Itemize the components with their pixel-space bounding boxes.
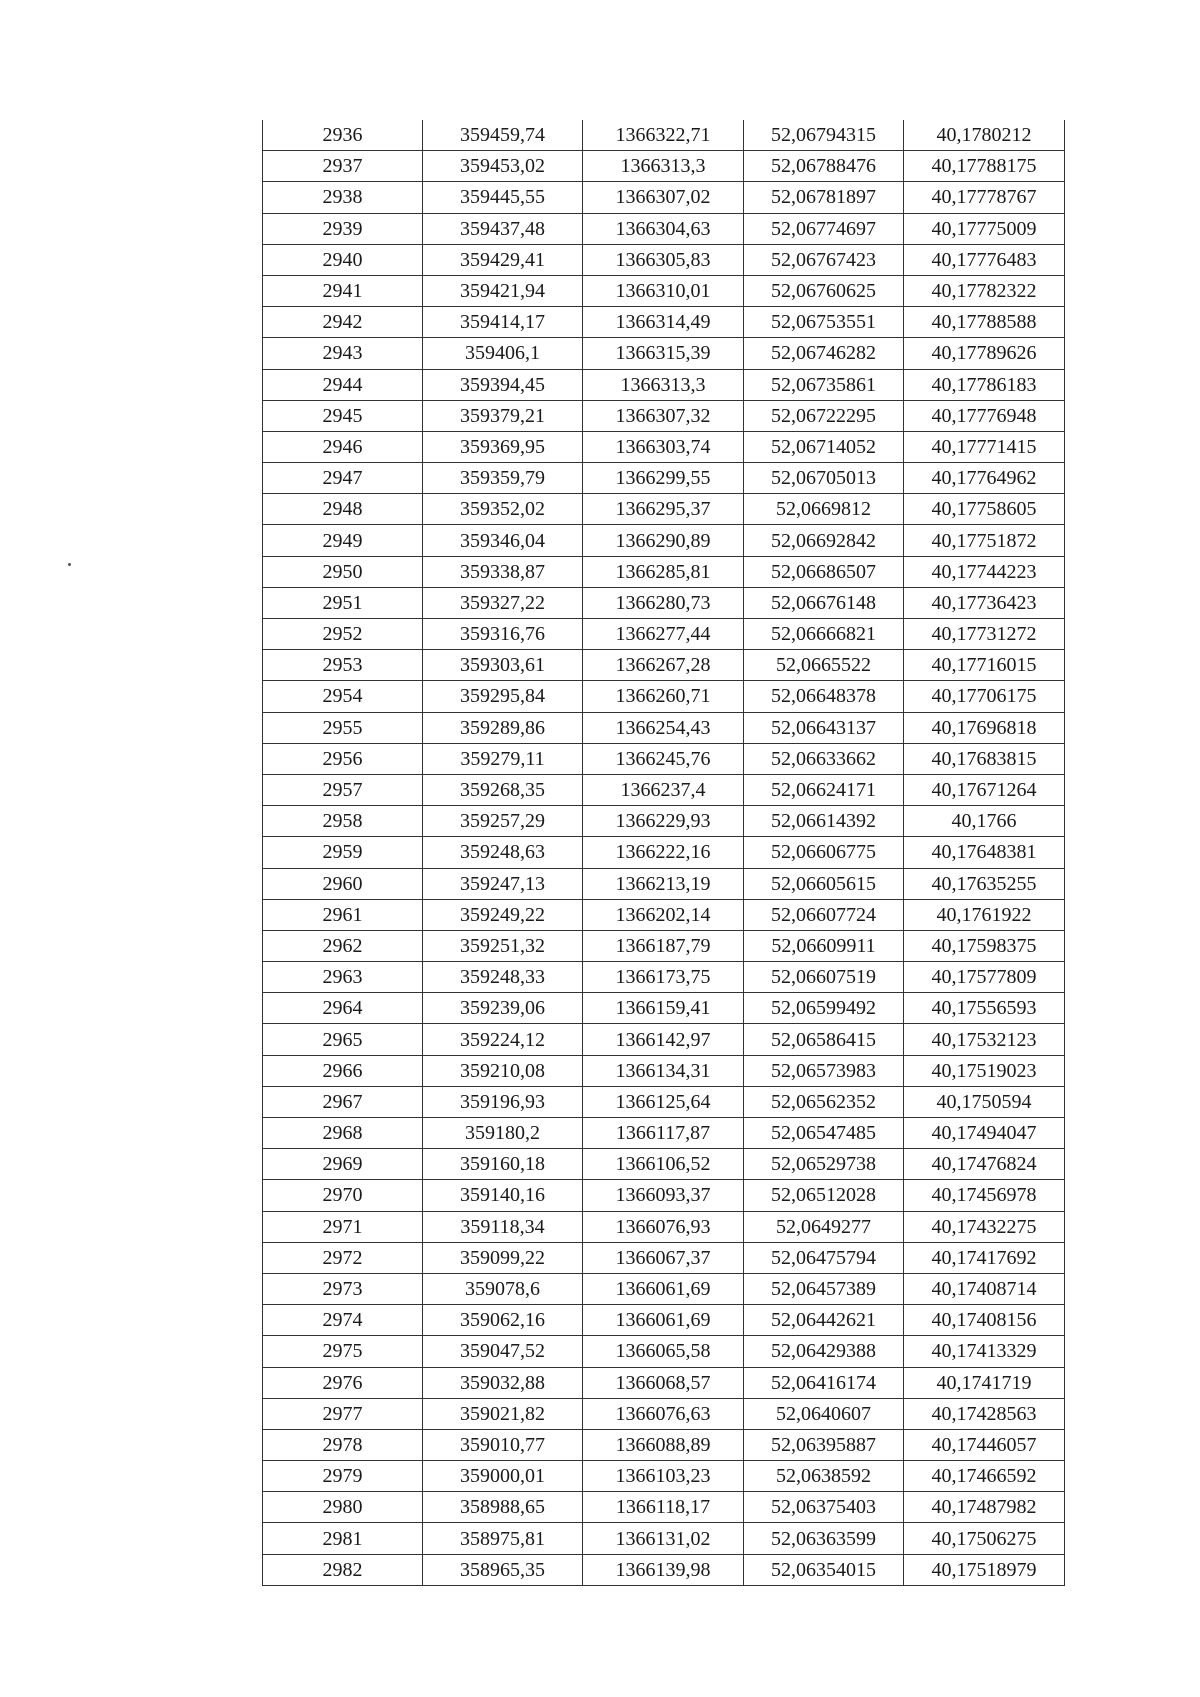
latitude-cell: 52,06686507 xyxy=(744,556,904,587)
y-coordinate-cell: 1366307,32 xyxy=(583,400,744,431)
latitude-cell: 52,06562352 xyxy=(744,1086,904,1117)
table-row xyxy=(263,400,1065,431)
x-coordinate-cell: 359099,22 xyxy=(423,1242,583,1273)
table-row xyxy=(263,993,1065,1024)
y-coordinate-cell: 1366131,02 xyxy=(583,1523,744,1554)
latitude-cell: 52,06781897 xyxy=(744,182,904,213)
y-coordinate-cell: 1366313,3 xyxy=(583,369,744,400)
latitude-cell: 52,06586415 xyxy=(744,1024,904,1055)
x-coordinate-cell: 359257,29 xyxy=(423,806,583,837)
latitude-cell: 52,06692842 xyxy=(744,525,904,556)
latitude-cell: 52,06395887 xyxy=(744,1429,904,1460)
point-number-cell: 2973 xyxy=(263,1273,423,1304)
table-row xyxy=(263,1118,1065,1149)
point-number-cell: 2972 xyxy=(263,1242,423,1273)
latitude-cell: 52,06529738 xyxy=(744,1149,904,1180)
longitude-cell: 40,17408714 xyxy=(904,1273,1065,1304)
longitude-cell: 40,17778767 xyxy=(904,182,1065,213)
y-coordinate-cell: 1366313,3 xyxy=(583,151,744,182)
point-number-cell: 2966 xyxy=(263,1055,423,1086)
point-number-cell: 2959 xyxy=(263,837,423,868)
x-coordinate-cell: 359239,06 xyxy=(423,993,583,1024)
x-coordinate-cell: 359279,11 xyxy=(423,743,583,774)
x-coordinate-cell: 359437,48 xyxy=(423,213,583,244)
y-coordinate-cell: 1366290,89 xyxy=(583,525,744,556)
table-row xyxy=(263,1336,1065,1367)
latitude-cell: 52,06475794 xyxy=(744,1242,904,1273)
y-coordinate-cell: 1366310,01 xyxy=(583,275,744,306)
point-number-cell: 2970 xyxy=(263,1180,423,1211)
x-coordinate-cell: 359247,13 xyxy=(423,868,583,899)
longitude-cell: 40,17758605 xyxy=(904,494,1065,525)
table-row xyxy=(263,182,1065,213)
x-coordinate-cell: 359248,33 xyxy=(423,962,583,993)
x-coordinate-cell: 359429,41 xyxy=(423,244,583,275)
longitude-cell: 40,17788588 xyxy=(904,307,1065,338)
y-coordinate-cell: 1366088,89 xyxy=(583,1429,744,1460)
latitude-cell: 52,06624171 xyxy=(744,774,904,805)
x-coordinate-cell: 359352,02 xyxy=(423,494,583,525)
y-coordinate-cell: 1366314,49 xyxy=(583,307,744,338)
x-coordinate-cell: 359160,18 xyxy=(423,1149,583,1180)
longitude-cell: 40,17487982 xyxy=(904,1492,1065,1523)
point-number-cell: 2961 xyxy=(263,899,423,930)
y-coordinate-cell: 1366213,19 xyxy=(583,868,744,899)
x-coordinate-cell: 359248,63 xyxy=(423,837,583,868)
x-coordinate-cell: 359453,02 xyxy=(423,151,583,182)
y-coordinate-cell: 1366237,4 xyxy=(583,774,744,805)
x-coordinate-cell: 359118,34 xyxy=(423,1211,583,1242)
latitude-cell: 52,06643137 xyxy=(744,712,904,743)
latitude-cell: 52,0669812 xyxy=(744,494,904,525)
table-row xyxy=(263,1305,1065,1336)
latitude-cell: 52,06666821 xyxy=(744,619,904,650)
x-coordinate-cell: 359196,93 xyxy=(423,1086,583,1117)
y-coordinate-cell: 1366118,17 xyxy=(583,1492,744,1523)
latitude-cell: 52,06774697 xyxy=(744,213,904,244)
y-coordinate-cell: 1366303,74 xyxy=(583,431,744,462)
longitude-cell: 40,17789626 xyxy=(904,338,1065,369)
point-number-cell: 2971 xyxy=(263,1211,423,1242)
table-row xyxy=(263,930,1065,961)
point-number-cell: 2955 xyxy=(263,712,423,743)
table-row xyxy=(263,1461,1065,1492)
longitude-cell: 40,17716015 xyxy=(904,650,1065,681)
point-number-cell: 2982 xyxy=(263,1554,423,1585)
y-coordinate-cell: 1366322,71 xyxy=(583,120,744,151)
x-coordinate-cell: 359180,2 xyxy=(423,1118,583,1149)
point-number-cell: 2956 xyxy=(263,743,423,774)
point-number-cell: 2939 xyxy=(263,213,423,244)
y-coordinate-cell: 1366142,97 xyxy=(583,1024,744,1055)
y-coordinate-cell: 1366305,83 xyxy=(583,244,744,275)
latitude-cell: 52,06457389 xyxy=(744,1273,904,1304)
table-row xyxy=(263,1523,1065,1554)
longitude-cell: 40,17466592 xyxy=(904,1461,1065,1492)
longitude-cell: 40,17788175 xyxy=(904,151,1065,182)
x-coordinate-cell: 359414,17 xyxy=(423,307,583,338)
point-number-cell: 2964 xyxy=(263,993,423,1024)
point-number-cell: 2951 xyxy=(263,587,423,618)
point-number-cell: 2954 xyxy=(263,681,423,712)
point-number-cell: 2963 xyxy=(263,962,423,993)
point-number-cell: 2960 xyxy=(263,868,423,899)
table-row xyxy=(263,837,1065,868)
point-number-cell: 2967 xyxy=(263,1086,423,1117)
point-number-cell: 2950 xyxy=(263,556,423,587)
longitude-cell: 40,17776948 xyxy=(904,400,1065,431)
point-number-cell: 2941 xyxy=(263,275,423,306)
x-coordinate-cell: 359251,32 xyxy=(423,930,583,961)
table-row xyxy=(263,1554,1065,1585)
table-row xyxy=(263,1429,1065,1460)
longitude-cell: 40,17776483 xyxy=(904,244,1065,275)
y-coordinate-cell: 1366065,58 xyxy=(583,1336,744,1367)
y-coordinate-cell: 1366295,37 xyxy=(583,494,744,525)
x-coordinate-cell: 358965,35 xyxy=(423,1554,583,1585)
latitude-cell: 52,06442621 xyxy=(744,1305,904,1336)
table-row xyxy=(263,338,1065,369)
x-coordinate-cell: 359210,08 xyxy=(423,1055,583,1086)
latitude-cell: 52,06753551 xyxy=(744,307,904,338)
longitude-cell: 40,17518979 xyxy=(904,1554,1065,1585)
x-coordinate-cell: 359394,45 xyxy=(423,369,583,400)
point-number-cell: 2948 xyxy=(263,494,423,525)
y-coordinate-cell: 1366285,81 xyxy=(583,556,744,587)
x-coordinate-cell: 359000,01 xyxy=(423,1461,583,1492)
longitude-cell: 40,1766 xyxy=(904,806,1065,837)
y-coordinate-cell: 1366260,71 xyxy=(583,681,744,712)
table-row xyxy=(263,962,1065,993)
x-coordinate-cell: 359295,84 xyxy=(423,681,583,712)
table-row xyxy=(263,431,1065,462)
table-row xyxy=(263,463,1065,494)
table-row xyxy=(263,1367,1065,1398)
y-coordinate-cell: 1366173,75 xyxy=(583,962,744,993)
latitude-cell: 52,06648378 xyxy=(744,681,904,712)
point-number-cell: 2949 xyxy=(263,525,423,556)
y-coordinate-cell: 1366067,37 xyxy=(583,1242,744,1273)
y-coordinate-cell: 1366299,55 xyxy=(583,463,744,494)
point-number-cell: 2980 xyxy=(263,1492,423,1523)
x-coordinate-cell: 359421,94 xyxy=(423,275,583,306)
point-number-cell: 2942 xyxy=(263,307,423,338)
y-coordinate-cell: 1366117,87 xyxy=(583,1118,744,1149)
point-number-cell: 2945 xyxy=(263,400,423,431)
latitude-cell: 52,06609911 xyxy=(744,930,904,961)
table-row xyxy=(263,774,1065,805)
longitude-cell: 40,17671264 xyxy=(904,774,1065,805)
y-coordinate-cell: 1366076,63 xyxy=(583,1398,744,1429)
x-coordinate-cell: 359032,88 xyxy=(423,1367,583,1398)
table-row xyxy=(263,899,1065,930)
latitude-cell: 52,06614392 xyxy=(744,806,904,837)
latitude-cell: 52,06605615 xyxy=(744,868,904,899)
table-row xyxy=(263,494,1065,525)
longitude-cell: 40,17782322 xyxy=(904,275,1065,306)
longitude-cell: 40,17696818 xyxy=(904,712,1065,743)
latitude-cell: 52,06354015 xyxy=(744,1554,904,1585)
x-coordinate-cell: 359140,16 xyxy=(423,1180,583,1211)
point-number-cell: 2957 xyxy=(263,774,423,805)
table-row xyxy=(263,1211,1065,1242)
x-coordinate-cell: 359047,52 xyxy=(423,1336,583,1367)
y-coordinate-cell: 1366134,31 xyxy=(583,1055,744,1086)
longitude-cell: 40,1750594 xyxy=(904,1086,1065,1117)
point-number-cell: 2962 xyxy=(263,930,423,961)
table-row xyxy=(263,244,1065,275)
longitude-cell: 40,17417692 xyxy=(904,1242,1065,1273)
longitude-cell: 40,17577809 xyxy=(904,962,1065,993)
table-row xyxy=(263,151,1065,182)
latitude-cell: 52,06512028 xyxy=(744,1180,904,1211)
latitude-cell: 52,0649277 xyxy=(744,1211,904,1242)
y-coordinate-cell: 1366093,37 xyxy=(583,1180,744,1211)
x-coordinate-cell: 359338,87 xyxy=(423,556,583,587)
scan-speck xyxy=(68,563,71,566)
latitude-cell: 52,06429388 xyxy=(744,1336,904,1367)
point-number-cell: 2938 xyxy=(263,182,423,213)
table-row xyxy=(263,1180,1065,1211)
latitude-cell: 52,06599492 xyxy=(744,993,904,1024)
y-coordinate-cell: 1366076,93 xyxy=(583,1211,744,1242)
table-row xyxy=(263,120,1065,151)
table-row xyxy=(263,556,1065,587)
y-coordinate-cell: 1366222,16 xyxy=(583,837,744,868)
x-coordinate-cell: 359406,1 xyxy=(423,338,583,369)
point-number-cell: 2953 xyxy=(263,650,423,681)
x-coordinate-cell: 359327,22 xyxy=(423,587,583,618)
table-row xyxy=(263,1273,1065,1304)
latitude-cell: 52,0638592 xyxy=(744,1461,904,1492)
longitude-cell: 40,17428563 xyxy=(904,1398,1065,1429)
point-number-cell: 2979 xyxy=(263,1461,423,1492)
longitude-cell: 40,17408156 xyxy=(904,1305,1065,1336)
point-number-cell: 2952 xyxy=(263,619,423,650)
point-number-cell: 2958 xyxy=(263,806,423,837)
table-row xyxy=(263,712,1065,743)
y-coordinate-cell: 1366267,28 xyxy=(583,650,744,681)
x-coordinate-cell: 359268,35 xyxy=(423,774,583,805)
longitude-cell: 40,17556593 xyxy=(904,993,1065,1024)
x-coordinate-cell: 358988,65 xyxy=(423,1492,583,1523)
point-number-cell: 2940 xyxy=(263,244,423,275)
longitude-cell: 40,1761922 xyxy=(904,899,1065,930)
y-coordinate-cell: 1366159,41 xyxy=(583,993,744,1024)
longitude-cell: 40,17432275 xyxy=(904,1211,1065,1242)
table-row xyxy=(263,307,1065,338)
table-row xyxy=(263,1492,1065,1523)
point-number-cell: 2977 xyxy=(263,1398,423,1429)
point-number-cell: 2968 xyxy=(263,1118,423,1149)
y-coordinate-cell: 1366254,43 xyxy=(583,712,744,743)
y-coordinate-cell: 1366229,93 xyxy=(583,806,744,837)
table-row xyxy=(263,525,1065,556)
y-coordinate-cell: 1366202,14 xyxy=(583,899,744,930)
y-coordinate-cell: 1366187,79 xyxy=(583,930,744,961)
latitude-cell: 52,06760625 xyxy=(744,275,904,306)
x-coordinate-cell: 359021,82 xyxy=(423,1398,583,1429)
y-coordinate-cell: 1366304,63 xyxy=(583,213,744,244)
x-coordinate-cell: 359224,12 xyxy=(423,1024,583,1055)
latitude-cell: 52,06735861 xyxy=(744,369,904,400)
longitude-cell: 40,17532123 xyxy=(904,1024,1065,1055)
latitude-cell: 52,06573983 xyxy=(744,1055,904,1086)
longitude-cell: 40,17519023 xyxy=(904,1055,1065,1086)
latitude-cell: 52,06633662 xyxy=(744,743,904,774)
latitude-cell: 52,06722295 xyxy=(744,400,904,431)
longitude-cell: 40,17598375 xyxy=(904,930,1065,961)
latitude-cell: 52,06607519 xyxy=(744,962,904,993)
latitude-cell: 52,06363599 xyxy=(744,1523,904,1554)
latitude-cell: 52,06676148 xyxy=(744,587,904,618)
y-coordinate-cell: 1366139,98 xyxy=(583,1554,744,1585)
latitude-cell: 52,06767423 xyxy=(744,244,904,275)
coordinates-table-body xyxy=(263,120,1065,1585)
y-coordinate-cell: 1366125,64 xyxy=(583,1086,744,1117)
longitude-cell: 40,17744223 xyxy=(904,556,1065,587)
y-coordinate-cell: 1366280,73 xyxy=(583,587,744,618)
longitude-cell: 40,17446057 xyxy=(904,1429,1065,1460)
x-coordinate-cell: 359459,74 xyxy=(423,120,583,151)
longitude-cell: 40,17413329 xyxy=(904,1336,1065,1367)
latitude-cell: 52,06705013 xyxy=(744,463,904,494)
x-coordinate-cell: 359062,16 xyxy=(423,1305,583,1336)
longitude-cell: 40,1741719 xyxy=(904,1367,1065,1398)
table-row xyxy=(263,619,1065,650)
point-number-cell: 2981 xyxy=(263,1523,423,1554)
longitude-cell: 40,17736423 xyxy=(904,587,1065,618)
latitude-cell: 52,0665522 xyxy=(744,650,904,681)
latitude-cell: 52,06746282 xyxy=(744,338,904,369)
y-coordinate-cell: 1366061,69 xyxy=(583,1305,744,1336)
longitude-cell: 40,17648381 xyxy=(904,837,1065,868)
point-number-cell: 2978 xyxy=(263,1429,423,1460)
latitude-cell: 52,06607724 xyxy=(744,899,904,930)
longitude-cell: 40,17775009 xyxy=(904,213,1065,244)
table-row xyxy=(263,806,1065,837)
point-number-cell: 2975 xyxy=(263,1336,423,1367)
point-number-cell: 2969 xyxy=(263,1149,423,1180)
table-row xyxy=(263,1024,1065,1055)
x-coordinate-cell: 359289,86 xyxy=(423,712,583,743)
longitude-cell: 40,17706175 xyxy=(904,681,1065,712)
table-row xyxy=(263,275,1065,306)
point-number-cell: 2936 xyxy=(263,120,423,151)
longitude-cell: 40,17771415 xyxy=(904,431,1065,462)
x-coordinate-cell: 359346,04 xyxy=(423,525,583,556)
longitude-cell: 40,17731272 xyxy=(904,619,1065,650)
x-coordinate-cell: 359445,55 xyxy=(423,182,583,213)
latitude-cell: 52,06606775 xyxy=(744,837,904,868)
latitude-cell: 52,06416174 xyxy=(744,1367,904,1398)
x-coordinate-cell: 359369,95 xyxy=(423,431,583,462)
table-row xyxy=(263,681,1065,712)
longitude-cell: 40,17764962 xyxy=(904,463,1065,494)
y-coordinate-cell: 1366103,23 xyxy=(583,1461,744,1492)
longitude-cell: 40,17494047 xyxy=(904,1118,1065,1149)
longitude-cell: 40,17786183 xyxy=(904,369,1065,400)
y-coordinate-cell: 1366315,39 xyxy=(583,338,744,369)
latitude-cell: 52,06375403 xyxy=(744,1492,904,1523)
longitude-cell: 40,17683815 xyxy=(904,743,1065,774)
x-coordinate-cell: 359379,21 xyxy=(423,400,583,431)
latitude-cell: 52,06794315 xyxy=(744,120,904,151)
coordinates-table xyxy=(262,120,1065,1586)
longitude-cell: 40,17476824 xyxy=(904,1149,1065,1180)
longitude-cell: 40,17635255 xyxy=(904,868,1065,899)
latitude-cell: 52,06547485 xyxy=(744,1118,904,1149)
point-number-cell: 2937 xyxy=(263,151,423,182)
table-row xyxy=(263,743,1065,774)
y-coordinate-cell: 1366245,76 xyxy=(583,743,744,774)
table-row xyxy=(263,1242,1065,1273)
longitude-cell: 40,17506275 xyxy=(904,1523,1065,1554)
table-row xyxy=(263,213,1065,244)
table-row xyxy=(263,587,1065,618)
x-coordinate-cell: 359010,77 xyxy=(423,1429,583,1460)
point-number-cell: 2976 xyxy=(263,1367,423,1398)
y-coordinate-cell: 1366307,02 xyxy=(583,182,744,213)
point-number-cell: 2944 xyxy=(263,369,423,400)
table-row xyxy=(263,650,1065,681)
point-number-cell: 2946 xyxy=(263,431,423,462)
y-coordinate-cell: 1366277,44 xyxy=(583,619,744,650)
x-coordinate-cell: 359359,79 xyxy=(423,463,583,494)
point-number-cell: 2943 xyxy=(263,338,423,369)
table-row xyxy=(263,1149,1065,1180)
table-row xyxy=(263,369,1065,400)
x-coordinate-cell: 359303,61 xyxy=(423,650,583,681)
x-coordinate-cell: 358975,81 xyxy=(423,1523,583,1554)
table-row xyxy=(263,1055,1065,1086)
x-coordinate-cell: 359249,22 xyxy=(423,899,583,930)
point-number-cell: 2965 xyxy=(263,1024,423,1055)
y-coordinate-cell: 1366061,69 xyxy=(583,1273,744,1304)
longitude-cell: 40,1780212 xyxy=(904,120,1065,151)
point-number-cell: 2947 xyxy=(263,463,423,494)
longitude-cell: 40,17456978 xyxy=(904,1180,1065,1211)
y-coordinate-cell: 1366106,52 xyxy=(583,1149,744,1180)
table-row xyxy=(263,868,1065,899)
x-coordinate-cell: 359316,76 xyxy=(423,619,583,650)
table-row xyxy=(263,1398,1065,1429)
latitude-cell: 52,06714052 xyxy=(744,431,904,462)
latitude-cell: 52,0640607 xyxy=(744,1398,904,1429)
point-number-cell: 2974 xyxy=(263,1305,423,1336)
latitude-cell: 52,06788476 xyxy=(744,151,904,182)
table-row xyxy=(263,1086,1065,1117)
longitude-cell: 40,17751872 xyxy=(904,525,1065,556)
x-coordinate-cell: 359078,6 xyxy=(423,1273,583,1304)
y-coordinate-cell: 1366068,57 xyxy=(583,1367,744,1398)
